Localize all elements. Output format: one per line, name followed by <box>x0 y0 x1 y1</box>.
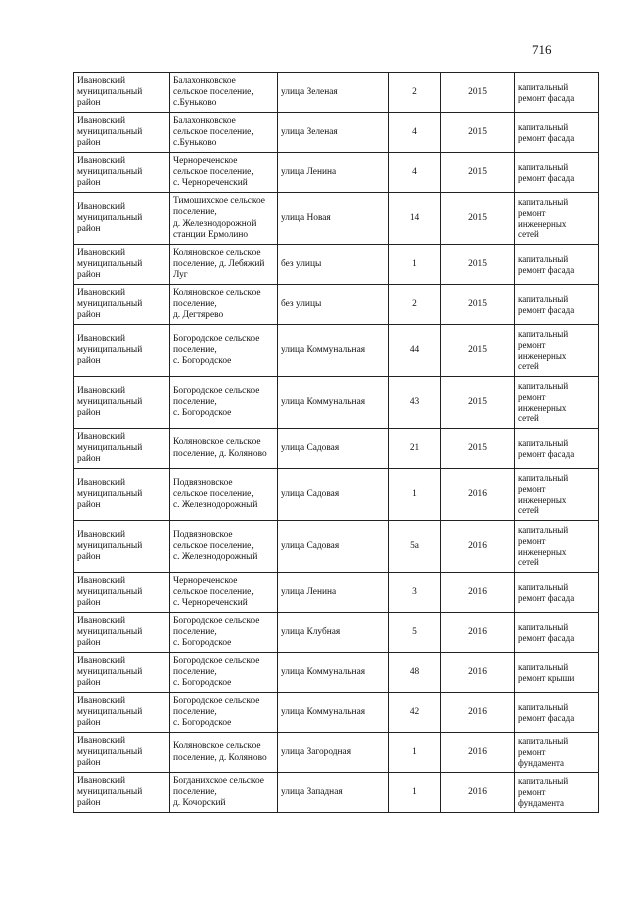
house-number-cell: 43 <box>389 377 441 429</box>
district-cell: Ивановский муниципальный район <box>74 377 170 429</box>
table-row <box>74 773 599 813</box>
house-number-cell: 1 <box>389 469 441 521</box>
table-row <box>74 113 599 153</box>
work-type-cell: капитальный ремонт фасада <box>515 73 599 113</box>
table-row <box>74 521 599 573</box>
table-row <box>74 429 599 469</box>
year-cell: 2016 <box>441 693 515 733</box>
house-number-cell: 44 <box>389 325 441 377</box>
street-cell: улица Загородная <box>278 733 389 773</box>
work-type-cell: капитальный ремонт инженерных сетей <box>515 377 599 429</box>
district-cell: Ивановский муниципальный район <box>74 469 170 521</box>
district-cell: Ивановский муниципальный район <box>74 245 170 285</box>
house-number-cell: 48 <box>389 653 441 693</box>
work-type-cell: капитальный ремонт фундамента <box>515 773 599 813</box>
settlement-cell: Коляновское сельское поселение, д. Лебяжий Луг <box>170 245 278 285</box>
district-cell: Ивановский муниципальный район <box>74 113 170 153</box>
house-number-cell: 4 <box>389 153 441 193</box>
district-cell: Ивановский муниципальный район <box>74 285 170 325</box>
street-cell: улица Коммунальная <box>278 325 389 377</box>
settlement-cell: Богородское сельское поселение, с. Богородское <box>170 653 278 693</box>
district-cell: Ивановский муниципальный район <box>74 325 170 377</box>
settlement-cell: Коляновское сельское поселение, д. Коляново <box>170 429 278 469</box>
year-cell: 2016 <box>441 773 515 813</box>
settlement-cell: Богородское сельское поселение, с. Богородское <box>170 377 278 429</box>
district-cell: Ивановский муниципальный район <box>74 613 170 653</box>
settlement-cell: Коляновское сельское поселение, д. Коляново <box>170 733 278 773</box>
year-cell: 2015 <box>441 429 515 469</box>
district-cell: Ивановский муниципальный район <box>74 521 170 573</box>
house-number-cell: 5 <box>389 613 441 653</box>
year-cell: 2016 <box>441 733 515 773</box>
settlement-cell: Богородское сельское поселение, с. Богородское <box>170 613 278 653</box>
year-cell: 2015 <box>441 245 515 285</box>
work-type-cell: капитальный ремонт фундамента <box>515 733 599 773</box>
settlement-cell: Чернореченское сельское поселение, с. Чернореченский <box>170 153 278 193</box>
work-type-cell: капитальный ремонт фасада <box>515 245 599 285</box>
street-cell: улица Садовая <box>278 521 389 573</box>
table-row <box>74 285 599 325</box>
street-cell: улица Коммунальная <box>278 377 389 429</box>
work-type-cell: капитальный ремонт инженерных сетей <box>515 193 599 245</box>
work-type-cell: капитальный ремонт крыши <box>515 653 599 693</box>
year-cell: 2015 <box>441 113 515 153</box>
settlement-cell: Балахонковское сельское поселение, с.Буньково <box>170 73 278 113</box>
district-cell: Ивановский муниципальный район <box>74 773 170 813</box>
street-cell: улица Западная <box>278 773 389 813</box>
district-cell: Ивановский муниципальный район <box>74 733 170 773</box>
year-cell: 2016 <box>441 613 515 653</box>
street-cell: без улицы <box>278 245 389 285</box>
work-type-cell: капитальный ремонт инженерных сетей <box>515 521 599 573</box>
house-number-cell: 14 <box>389 193 441 245</box>
year-cell: 2016 <box>441 469 515 521</box>
house-number-cell: 1 <box>389 773 441 813</box>
table-row <box>74 469 599 521</box>
settlement-cell: Богородское сельское поселение, с. Богородское <box>170 693 278 733</box>
year-cell: 2015 <box>441 285 515 325</box>
settlement-cell: Коляновское сельское поселение, д. Дегтярево <box>170 285 278 325</box>
house-number-cell: 21 <box>389 429 441 469</box>
repair-registry-table <box>73 72 599 813</box>
district-cell: Ивановский муниципальный район <box>74 653 170 693</box>
settlement-cell: Тимошихское сельское поселение, д. Железнодорожной станции Ермолино <box>170 193 278 245</box>
table-row <box>74 325 599 377</box>
house-number-cell: 5а <box>389 521 441 573</box>
street-cell: улица Коммунальная <box>278 653 389 693</box>
street-cell: улица Зеленая <box>278 73 389 113</box>
street-cell: улица Садовая <box>278 429 389 469</box>
house-number-cell: 42 <box>389 693 441 733</box>
year-cell: 2015 <box>441 73 515 113</box>
house-number-cell: 2 <box>389 73 441 113</box>
work-type-cell: капитальный ремонт фасада <box>515 153 599 193</box>
house-number-cell: 1 <box>389 733 441 773</box>
street-cell: улица Садовая <box>278 469 389 521</box>
table-row <box>74 153 599 193</box>
house-number-cell: 3 <box>389 573 441 613</box>
settlement-cell: Подвязновское сельское поселение, с. Железнодорожный <box>170 521 278 573</box>
work-type-cell: капитальный ремонт фасада <box>515 613 599 653</box>
table-row <box>74 377 599 429</box>
table-row <box>74 73 599 113</box>
page-number: 716 <box>532 42 552 57</box>
settlement-cell: Подвязновское сельское поселение, с. Железнодорожный <box>170 469 278 521</box>
street-cell: улица Клубная <box>278 613 389 653</box>
year-cell: 2016 <box>441 653 515 693</box>
settlement-cell: Богородское сельское поселение, с. Богородское <box>170 325 278 377</box>
district-cell: Ивановский муниципальный район <box>74 573 170 613</box>
table-row <box>74 693 599 733</box>
street-cell: улица Коммунальная <box>278 693 389 733</box>
table-row <box>74 613 599 653</box>
work-type-cell: капитальный ремонт инженерных сетей <box>515 469 599 521</box>
work-type-cell: капитальный ремонт фасада <box>515 429 599 469</box>
street-cell: без улицы <box>278 285 389 325</box>
street-cell: улица Ленина <box>278 153 389 193</box>
table-row <box>74 193 599 245</box>
house-number-cell: 4 <box>389 113 441 153</box>
table-row <box>74 245 599 285</box>
work-type-cell: капитальный ремонт инженерных сетей <box>515 325 599 377</box>
year-cell: 2015 <box>441 153 515 193</box>
work-type-cell: капитальный ремонт фасада <box>515 113 599 153</box>
year-cell: 2015 <box>441 193 515 245</box>
work-type-cell: капитальный ремонт фасада <box>515 693 599 733</box>
house-number-cell: 1 <box>389 245 441 285</box>
district-cell: Ивановский муниципальный район <box>74 429 170 469</box>
table-row <box>74 733 599 773</box>
district-cell: Ивановский муниципальный район <box>74 73 170 113</box>
table-row <box>74 653 599 693</box>
settlement-cell: Балахонковское сельское поселение, с.Буньково <box>170 113 278 153</box>
year-cell: 2015 <box>441 325 515 377</box>
work-type-cell: капитальный ремонт фасада <box>515 285 599 325</box>
street-cell: улица Новая <box>278 193 389 245</box>
district-cell: Ивановский муниципальный район <box>74 153 170 193</box>
work-type-cell: капитальный ремонт фасада <box>515 573 599 613</box>
settlement-cell: Богданихское сельское поселение, д. Кочорский <box>170 773 278 813</box>
year-cell: 2015 <box>441 377 515 429</box>
settlement-cell: Чернореченское сельское поселение, с. Чернореченский <box>170 573 278 613</box>
house-number-cell: 2 <box>389 285 441 325</box>
table-row <box>74 573 599 613</box>
year-cell: 2016 <box>441 521 515 573</box>
year-cell: 2016 <box>441 573 515 613</box>
street-cell: улица Ленина <box>278 573 389 613</box>
district-cell: Ивановский муниципальный район <box>74 693 170 733</box>
district-cell: Ивановский муниципальный район <box>74 193 170 245</box>
street-cell: улица Зеленая <box>278 113 389 153</box>
